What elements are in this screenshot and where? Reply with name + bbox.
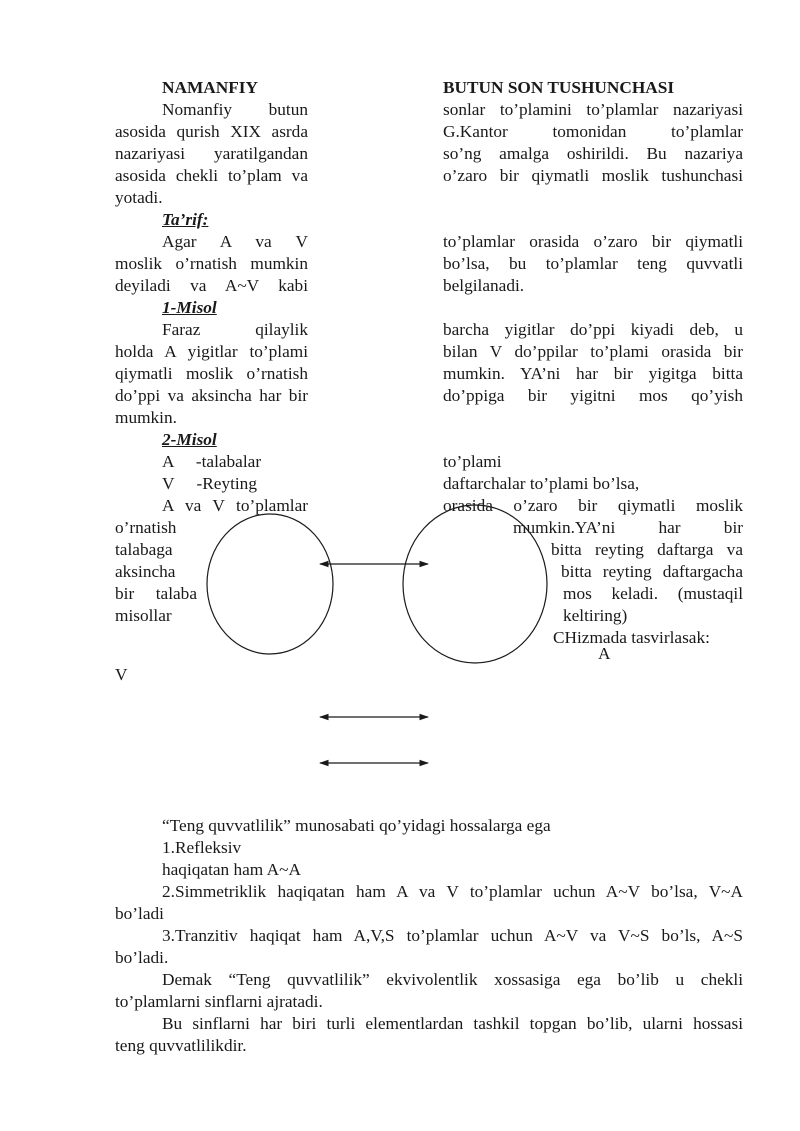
bottom-line: 1.Refleksiv [162,838,242,857]
left-p1-line: yotadi. [115,188,163,207]
left-p3-line: do’ppi va aksincha har bir [115,386,308,405]
left-p1-line: asosida chekli to’plam va [115,166,308,185]
right-p4-line: bitta reyting daftarga va [551,540,743,559]
right-p4-line: bitta reyting daftargacha [561,562,743,581]
right-p4-line: CHizmada tasvirlasak: [553,628,710,647]
left-p3-line: holda A yigitlar to’plami [115,342,308,361]
right-p4-line: mumkin.YA’ni har bir [513,518,743,537]
right-p2-line: bo’lsa, bu to’plamlar teng quvvatli [443,254,743,273]
right-p3-line: barcha yigitlar do’ppi kiyadi deb, u [443,320,743,339]
left-p4-line: o’rnatish [115,518,177,537]
bottom-line: teng quvvatlilikdir. [115,1036,247,1055]
right-p4-line: orasida o’zaro bir qiymatli moslik [443,496,743,515]
left-p3-line: qiymatli moslik o’rnatish [115,364,308,383]
set-v-circle [207,514,333,654]
left-p2-line: moslik o’rnatish mumkin [115,254,308,273]
bottom-line: “Teng quvvatlilik” munosabati qo’yidagi hossalarga ega [162,816,551,835]
bottom-line: Demak “Teng quvvatlilik” ekvivolentlik xossasiga ega bo’lib u chekli [162,970,743,989]
right-p1-line: o’zaro bir qiymatli moslik tushunchasi [443,166,743,185]
bottom-line: 2.Simmetriklik haqiqatan ham A va V to’plamlar uchun A~V bo’lsa, V~A [162,882,743,901]
right-p4-line: keltiring) [563,606,628,625]
right-p1-line: G.Kantor tomonidan to’plamlar [443,122,743,141]
left-p1-line: nazariyasi yaratilgandan [115,144,308,163]
set-a-circle [403,505,547,663]
bottom-line: bo’ladi [115,904,164,923]
bottom-line: Bu sinflarni har biri turli elementlardan tashkil topgan bo’lib, ularni hossasi [162,1014,743,1033]
right-p3-line: do’ppiga bir yigitni mos qo’yish [443,386,743,405]
a-label: A [598,644,611,663]
right-heading: BUTUN SON TUSHUNCHASI [443,78,675,97]
left-p3-line: Faraz qilaylik [162,320,308,339]
left-p4-line: talabaga [115,540,173,559]
right-p2-line: belgilanadi. [443,276,525,295]
left-p1-line: Nomanfiy butun [162,100,308,119]
right-p1-line: sonlar to’plamini to’plamlar nazariyasi [443,100,743,119]
left-p4-line: aksincha [115,562,176,581]
left-p4-line: bir talaba [115,584,197,603]
left-p1-line: asosida qurish XIX asrda [115,122,308,141]
left-p4-line: misollar [115,606,172,625]
right-p4-line: mos keladi. (mustaqil [563,584,743,603]
left-p4-line: A va V to’plamlar [162,496,308,515]
right-p1-line: so’ng amalga oshirildi. Bu nazariya [443,144,743,163]
bottom-line: 3.Tranzitiv haqiqat ham A,V,S to’plamlar uchun A~V va V~S bo’ls, A~S [162,926,743,945]
misol1-heading: 1-Misol [162,298,217,317]
tarif-heading: Ta’rif: [162,210,209,229]
left-p2-line: Agar A va V [162,232,308,251]
right-a-set-line: to’plami [443,452,502,471]
left-p2-line: deyiladi va A~V kabi [115,276,308,295]
a-set-line: A -talabalar [162,452,262,471]
right-p3-line: bilan V do’ppilar to’plami orasida bir [443,342,743,361]
bottom-line: haqiqatan ham A~A [162,860,301,879]
v-set-line: V -Reyting [162,474,257,493]
left-p3-line: mumkin. [115,408,177,427]
misol2-heading: 2-Misol [162,430,217,449]
right-v-set-line: daftarchalar to’plami bo’lsa, [443,474,640,493]
v-label: V [115,665,128,684]
right-p3-line: mumkin. YA’ni har bir yigitga bitta [443,364,743,383]
bottom-line: to’plamlarni sinflarni ajratadi. [115,992,323,1011]
left-heading: NAMANFIY [162,78,258,97]
bottom-line: bo’ladi. [115,948,169,967]
right-p2-line: to’plamlar orasida o’zaro bir qiymatli [443,232,743,251]
